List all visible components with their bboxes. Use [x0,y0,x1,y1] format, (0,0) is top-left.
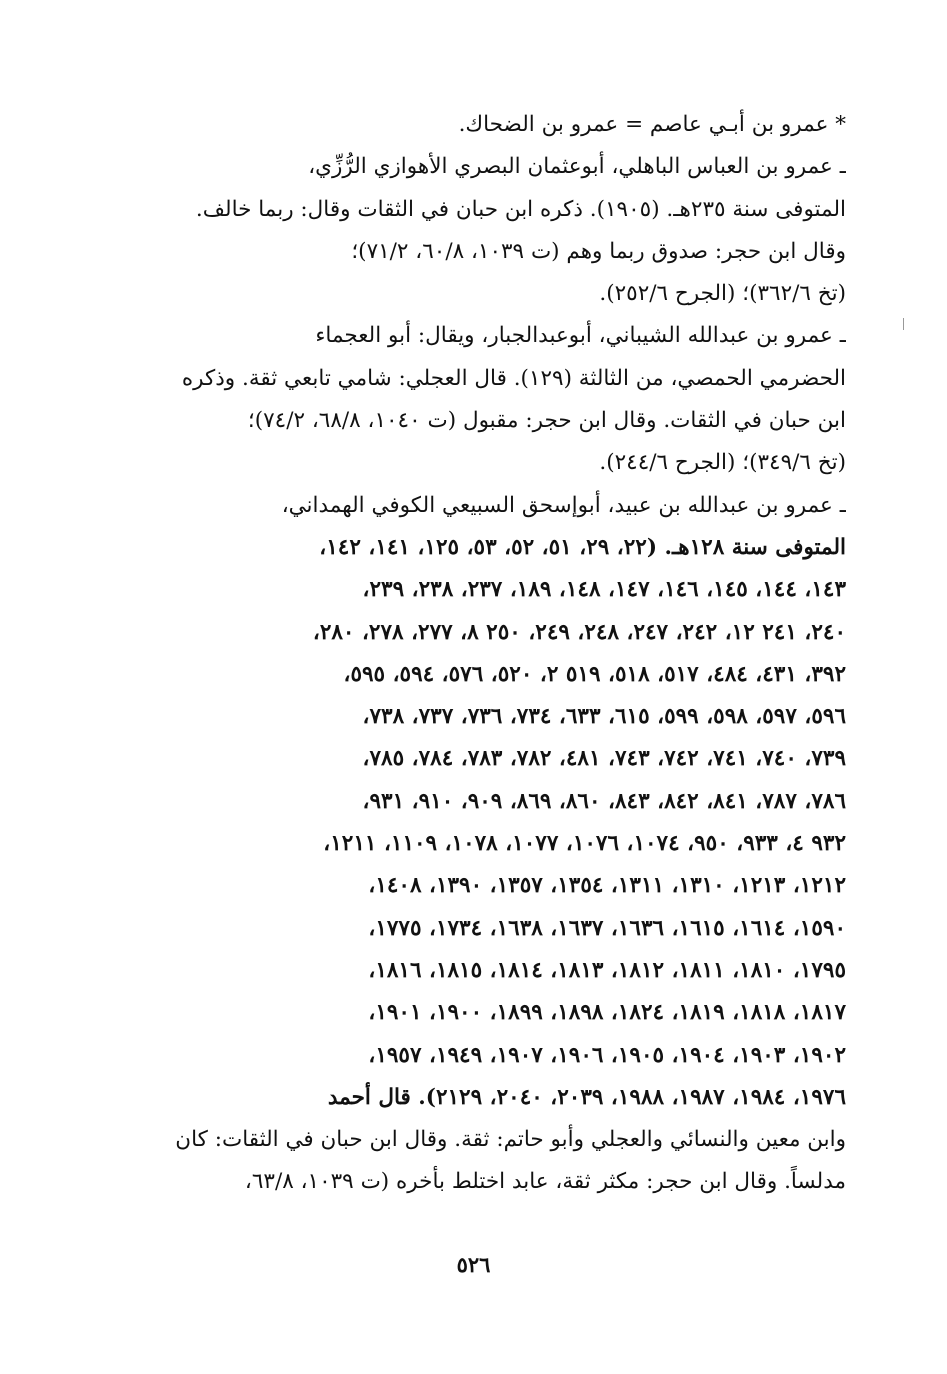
text-line: (تخ ٣٤٩/٦)؛ (الجرح ٢٤٤/٦). [599,450,846,476]
text-line: ١٤٣، ١٤٤، ١٤٥، ١٤٦، ١٤٧، ١٤٨، ١٨٩، ٢٣٧، ٢٣٨، ٢٣٩، [362,577,846,603]
page-number: ٥٢٦ [456,1252,491,1277]
text-line: ١٩٧٦، ١٩٨٤، ١٩٨٧، ١٩٨٨، ٢٠٣٩، ٢٠٤٠، ٢١٢٩). قال أحمد [327,1084,846,1110]
text-line: ـ عمرو بن العباس الباهلي، أبوعثمان البصري الأهوازي الرُّزِّي، [308,154,846,180]
text-line: وقال ابن حجر: صدوق ربما وهم (ت ١٠٣٩، ٦٠/٨، ٧١/٢)؛ [351,238,846,264]
text-line: ٣٩٢، ٤٣١، ٤٨٤، ٥١٧، ٥١٨، ٥١٩ ٢، ٥٢٠، ٥٧٦، ٥٩٤، ٥٩٥، [343,661,846,687]
text-line: ـ عمرو بن عبدالله الشيباني، أبوعبدالجبار، ويقال: أبو العجماء [315,323,846,349]
text-line: المتوفى سنة ١٢٨هـ. (٢٢، ٢٩، ٥١، ٥٢، ٥٣، ١٢٥، ١٤١، ١٤٢، [319,534,846,560]
text-line: ابن حبان في الثقات. وقال ابن حجر: مقبول (ت ١٠٤٠، ٦٨/٨، ٧٤/٢)؛ [247,408,846,434]
text-line: ١٥٩٠، ١٦١٤، ١٦١٥، ١٦٣٦، ١٦٣٧، ١٦٣٨، ١٧٣٤، ١٧٧٥، [368,915,846,941]
body-text [128,104,846,1204]
text-line: ـ عمرو بن عبدالله بن عبيد، أبوإسحق السبيعي الكوفي الهمداني، [281,492,846,518]
text-line: ١٨١٧، ١٨١٨، ١٨١٩، ١٨٢٤، ١٨٩٨، ١٨٩٩، ١٩٠٠، ١٩٠١، [368,1000,846,1026]
text-line: ٩٣٢ ٤، ٩٣٣، ٩٥٠، ١٠٧٤، ١٠٧٦، ١٠٧٧، ١٠٧٨، ١١٠٩، ١٢١١، [323,831,846,857]
text-line: * عمرو بن أبـي عاصم = عمرو بن الضحاك. [458,112,846,137]
text-line: ٥٩٦، ٥٩٧، ٥٩٨، ٥٩٩، ٦١٥، ٦٣٣، ٧٣٤، ٧٣٦، ٧٣٧، ٧٣٨، [362,704,846,730]
text-line: الحضرمي الحمصي، من الثالثة (١٢٩). قال العجلي: شامي تابعي ثقة. وذكره [181,365,846,391]
text-line: (تخ ٣٦٢/٦)؛ (الجرح ٢٥٢/٦). [599,281,846,307]
text-line: ١٩٠٢، ١٩٠٣، ١٩٠٤، ١٩٠٥، ١٩٠٦، ١٩٠٧، ١٩٤٩، ١٩٥٧، [368,1042,846,1068]
text-line: ٧٨٦، ٧٨٧، ٨٤١، ٨٤٢، ٨٤٣، ٨٦٠، ٨٦٩، ٩٠٩، ٩١٠، ٩٣١، [362,788,846,814]
text-line: ٧٣٩، ٧٤٠، ٧٤١، ٧٤٢، ٧٤٣، ٤٨١، ٧٨٢، ٧٨٣، ٧٨٤، ٧٨٥، [362,746,846,772]
text-line: ١٢١٢، ١٢١٣، ١٣١٠، ١٣١١، ١٣٥٤، ١٣٥٧، ١٣٩٠، ١٤٠٨، [368,873,846,899]
text-line: ٢٤٠، ٢٤١ ١٢، ٢٤٢، ٢٤٧، ٢٤٨، ٢٤٩، ٢٥٠ ٨، ٢٧٧، ٢٧٨، ٢٨٠، [312,619,846,645]
text-line: المتوفى سنة ٢٣٥هـ. (١٩٠٥). ذكره ابن حبان في الثقات وقال: ربما خالف. [195,196,846,222]
text-line: وابن معين والنسائي والعجلي وأبو حاتم: ثقة. وقال ابن حبان في الثقات: كان [175,1127,846,1153]
text-line: مدلساً. وقال ابن حجر: مكثر ثقة، عابد اختلط بأخره (ت ١٠٣٩، ٦٣/٨، [244,1169,846,1195]
text-line: ١٧٩٥، ١٨١٠، ١٨١١، ١٨١٢، ١٨١٣، ١٨١٤، ١٨١٥، ١٨١٦، [368,957,846,983]
scan-mark [903,318,904,330]
